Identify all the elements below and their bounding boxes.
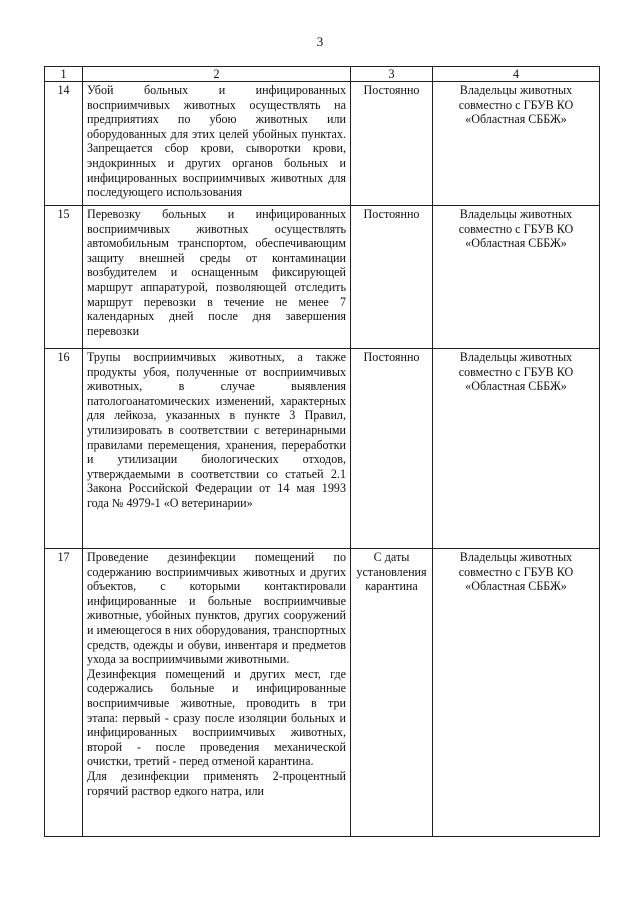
table-row xyxy=(45,349,600,549)
measure-text xyxy=(83,349,351,549)
row-number: 16 xyxy=(45,349,83,549)
responsible-cell: Владельцы животных совместно с ГБУВ КО «Областная СББЖ» xyxy=(433,349,600,549)
responsible-cell: Владельцы животных совместно с ГБУВ КО «Областная СББЖ» xyxy=(433,82,600,206)
measure-paragraph: Проведение дезинфекции помещений по содержанию восприимчивых животных и других объектов, с которыми контактировали инфицированные и больные восприимчивые животные, убойных пунктов, других сооружений и имеющегося в них оборудования, транспортных средств, одежды и обуви, инвентаря и предметов ухода за восприимчивыми животными. xyxy=(87,550,346,667)
table-header-row xyxy=(45,67,600,82)
period-cell: Постоянно xyxy=(351,82,433,206)
header-cell: 2 xyxy=(83,67,351,82)
measure-paragraph: Для дезинфекции применять 2-процентный горячий раствор едкого натра, или xyxy=(87,768,346,798)
header-cell: 4 xyxy=(433,67,600,82)
row-number: 17 xyxy=(45,549,83,837)
period-cell: С даты установления карантина xyxy=(351,549,433,837)
header-cell: 3 xyxy=(351,67,433,82)
measures-table xyxy=(44,66,600,837)
table-row xyxy=(45,549,600,837)
measure-text xyxy=(83,82,351,206)
measure-text xyxy=(83,206,351,349)
responsible-cell: Владельцы животных совместно с ГБУВ КО «Областная СББЖ» xyxy=(433,549,600,837)
measure-paragraph: Трупы восприимчивых животных, а также продукты убоя, полученные от восприимчивых животных, в случае выявления патологоанатомических изменений, характерных для лейкоза, указанных в пункте 3 Правил, утилизировать в соответствии с ветеринарными правилами перемещения, хранения, переработки и утилизации биологических отходов, утверждаемыми в соответствии со статьей 2.1 Закона Российской Федерации от 14 мая 1993 года № 4979-1 «О ветеринарии» xyxy=(87,350,346,510)
measure-text xyxy=(83,549,351,837)
period-cell: Постоянно xyxy=(351,349,433,549)
row-number: 14 xyxy=(45,82,83,206)
measure-paragraph: Убой больных и инфицированных восприимчивых животных осуществлять на предприятиях по убою животных или оборудованных для этих целей убойных пунктах. Запрещается сбор крови, сыворотки крови, эндокринных и других органов больных и инфицированных восприимчивых животных для последующего использования xyxy=(87,83,346,200)
responsible-cell: Владельцы животных совместно с ГБУВ КО «Областная СББЖ» xyxy=(433,206,600,349)
table-row xyxy=(45,206,600,349)
measure-paragraph: Дезинфекция помещений и других мест, где содержались больные и инфицированные восприимчивые животные, проводить в три этапа: первый - сразу после изоляции больных и инфицированных восприимчивых животных, второй - после проведения механической очистки, третий - перед отменой карантина. xyxy=(87,666,346,769)
measure-paragraph: Перевозку больных и инфицированных восприимчивых животных осуществлять автомобильным транспортом, обеспечивающим защиту внешней среды от контаминации возбудителем и оснащенным фиксирующей маршрут аппаратурой, позволяющей отследить маршрут перевозки в течение не менее 7 календарных дней после дня завершения перевозки xyxy=(87,207,346,338)
period-cell: Постоянно xyxy=(351,206,433,349)
table-row xyxy=(45,82,600,206)
row-number: 15 xyxy=(45,206,83,349)
page-number: 3 xyxy=(316,34,324,49)
header-cell: 1 xyxy=(45,67,83,82)
